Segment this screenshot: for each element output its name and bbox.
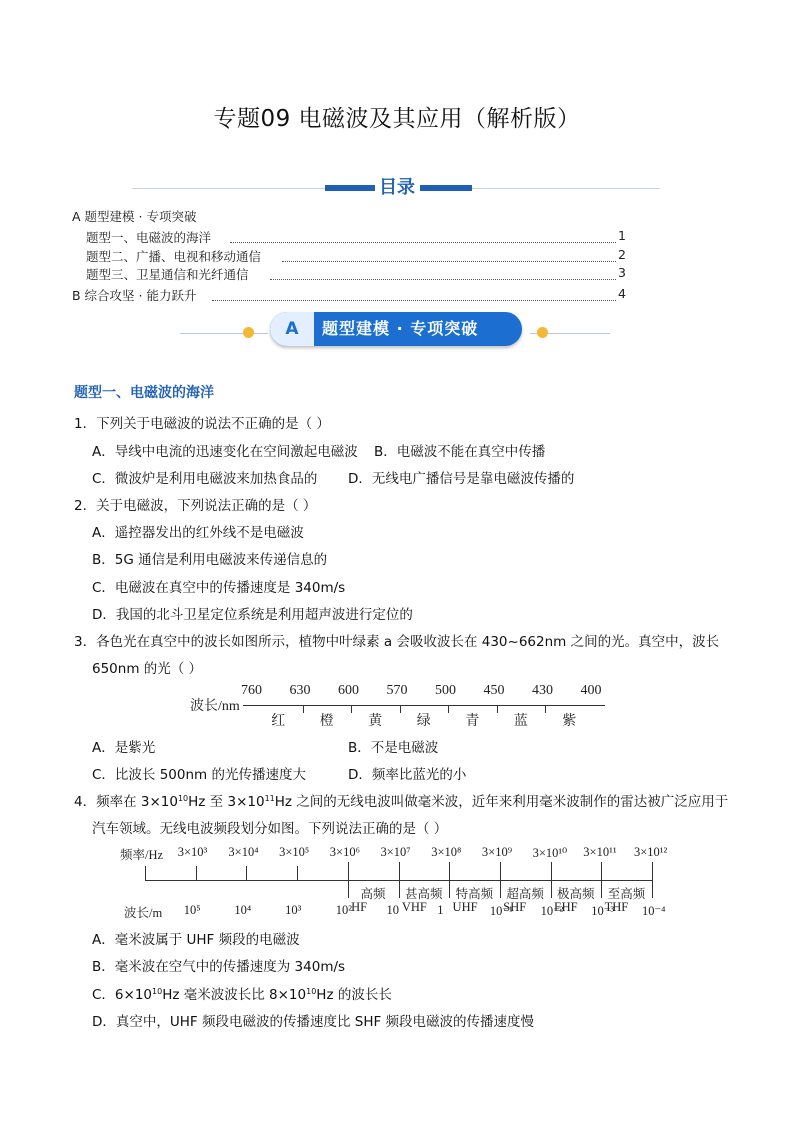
wavelength-value: 450 bbox=[483, 683, 505, 698]
frequency-value: 3×10⁶ bbox=[329, 845, 360, 859]
question-1-stem: 1．下列关于电磁波的说法不正确的是（ ） bbox=[74, 416, 330, 432]
toc-leader bbox=[230, 242, 616, 243]
band-name: 特高频 bbox=[455, 887, 494, 901]
banner-dot-left bbox=[243, 327, 254, 338]
question-2-option-a[interactable]: A．遥控器发出的红外线不是电磁波 bbox=[92, 525, 304, 541]
wavelength-value: 400 bbox=[580, 683, 602, 698]
wavelength-axis-label: 波长/nm bbox=[190, 699, 240, 714]
toc-heading: 目录 bbox=[379, 177, 415, 198]
band-name: 超高频 bbox=[506, 887, 544, 901]
wavelength-value: 600 bbox=[338, 683, 359, 698]
wavelength-value: 630 bbox=[289, 683, 311, 698]
wavelength-m-value: 10⁴ bbox=[234, 903, 252, 917]
toc-leader bbox=[270, 279, 616, 280]
band-code: THF bbox=[604, 900, 629, 914]
wavelength-tick bbox=[545, 705, 546, 713]
question-1-option-c[interactable]: C．微波炉是利用电磁波来加热食品的 bbox=[92, 471, 318, 487]
page-title: 专题09 电磁波及其应用（解析版） bbox=[213, 106, 581, 132]
color-name: 黄 bbox=[368, 714, 383, 729]
toc-item[interactable]: 题型一、电磁波的海洋 bbox=[86, 230, 212, 245]
question-3-stem: 3．各色光在真空中的波长如图所示，植物中叶绿素 a 会吸收波长在 430~662nm 之间的光。真空中，波长 bbox=[74, 634, 720, 650]
radio-tick bbox=[196, 866, 197, 880]
wavelength-value: 570 bbox=[386, 683, 408, 698]
wavelength-axis-line bbox=[243, 705, 605, 706]
toc-item[interactable]: B 综合攻坚 · 能力跃升 bbox=[72, 288, 197, 303]
question-2-option-b[interactable]: B．5G 通信是利用电磁波来传递信息的 bbox=[92, 552, 328, 568]
question-3-option-b[interactable]: B．不是电磁波 bbox=[348, 740, 439, 756]
wavelength-tick bbox=[351, 705, 352, 713]
color-name: 蓝 bbox=[513, 714, 528, 729]
frequency-value: 3×10⁸ bbox=[431, 845, 462, 859]
section-heading: 题型一、电磁波的海洋 bbox=[74, 385, 214, 401]
radio-tick bbox=[145, 866, 146, 880]
toc-page: 1 bbox=[618, 228, 626, 243]
wavelength-m-value: 10⁻² bbox=[540, 904, 564, 918]
wavelength-tick bbox=[497, 705, 498, 713]
frequency-value: 3×10⁷ bbox=[380, 845, 411, 859]
color-name: 青 bbox=[465, 714, 480, 729]
question-1-option-a[interactable]: A．导线中电流的迅速变化在空间激起电磁波 bbox=[92, 444, 358, 460]
frequency-value: 3×10¹² bbox=[634, 845, 668, 859]
wavelength-m-value: 10² bbox=[335, 903, 353, 917]
band-name: 极高频 bbox=[557, 887, 595, 901]
wavelength-tick bbox=[400, 705, 401, 713]
radio-tick bbox=[297, 866, 298, 880]
band-code: EHF bbox=[553, 900, 578, 914]
section-letter: A bbox=[270, 312, 314, 346]
wavelength-m-value: 10 bbox=[386, 903, 399, 917]
frequency-value: 3×10⁴ bbox=[228, 845, 259, 859]
wavelength-value: 430 bbox=[532, 683, 553, 698]
question-4-option-d[interactable]: D．真空中，UHF 频段电磁波的传播速度比 SHF 频段电磁波的传播速度慢 bbox=[92, 1014, 535, 1030]
frequency-value: 3×10¹¹ bbox=[583, 845, 617, 859]
question-2-option-c[interactable]: C．电磁波在真空中的传播速度是 340m/s bbox=[92, 580, 346, 596]
wavelength-value: 500 bbox=[435, 683, 456, 698]
wavelength-tick bbox=[303, 705, 304, 713]
toc-leader bbox=[282, 261, 616, 262]
wavelength-m-value: 1 bbox=[437, 903, 444, 917]
wavelength-m-value: 10⁵ bbox=[183, 903, 201, 917]
section-banner bbox=[270, 312, 522, 346]
color-name: 绿 bbox=[416, 714, 431, 729]
question-1-option-b[interactable]: B．电磁波不能在真空中传播 bbox=[374, 444, 546, 460]
radio-tick bbox=[246, 866, 247, 880]
band-code: HF bbox=[351, 900, 368, 914]
question-4-option-a[interactable]: A．毫米波属于 UHF 频段的电磁波 bbox=[92, 932, 300, 948]
band-code: UHF bbox=[452, 900, 478, 914]
toc-page: 4 bbox=[618, 286, 626, 301]
frequency-value: 3×10⁵ bbox=[279, 845, 310, 859]
band-code: VHF bbox=[401, 900, 427, 914]
frequency-axis-label: 频率/Hz bbox=[120, 848, 164, 862]
band-code: SHF bbox=[503, 900, 527, 914]
question-4-stem: 4．频率在 $3\times 10^{10}Hz$ 至 $3\times 10^{11}Hz$ 之间的无线电波叫做毫米波，近年来利用毫米波制作的雷达被广泛应用于 bbox=[74, 794, 729, 810]
question-3-option-d[interactable]: D．频率比蓝光的小 bbox=[348, 767, 467, 783]
question-4-option-c[interactable]: C．$6\times 10^{10}Hz$ 毫米波波长比 $8\times 10^{10}Hz$ 的波长长 bbox=[92, 987, 392, 1003]
banner-dot-right bbox=[537, 327, 548, 338]
toc-item[interactable]: 题型二、广播、电视和移动通信 bbox=[86, 249, 262, 264]
toc-leader bbox=[212, 300, 616, 301]
band-name: 甚高频 bbox=[404, 887, 443, 901]
frequency-value: 3×10¹⁰ bbox=[532, 846, 568, 860]
radio-tick bbox=[449, 862, 450, 898]
radio-tick bbox=[652, 862, 653, 898]
radio-tick bbox=[551, 862, 552, 898]
frequency-value: 3×10³ bbox=[177, 845, 208, 859]
toc-page: 3 bbox=[618, 265, 626, 280]
question-4-option-b[interactable]: B．毫米波在空气中的传播速度为 340m/s bbox=[92, 959, 346, 975]
toc-item[interactable]: A 题型建模 · 专项突破 bbox=[72, 209, 197, 224]
question-4-stem-cont: 汽车领域。无线电波频段划分如图。下列说法正确的是（ ） bbox=[92, 821, 448, 837]
radio-tick bbox=[601, 862, 602, 898]
section-banner-text: 题型建模 · 专项突破 bbox=[322, 319, 479, 338]
toc-page: 2 bbox=[618, 247, 626, 262]
radio-tick bbox=[399, 862, 400, 898]
color-name: 紫 bbox=[562, 714, 577, 729]
band-name: 高频 bbox=[360, 887, 386, 901]
question-3-option-c[interactable]: C．比波长 500nm 的光传播速度大 bbox=[92, 767, 306, 783]
wavelength-tick bbox=[448, 705, 449, 713]
question-2-option-d[interactable]: D．我国的北斗卫星定位系统是利用超声波进行定位的 bbox=[92, 607, 413, 623]
color-name: 橙 bbox=[319, 714, 334, 729]
color-name: 红 bbox=[271, 714, 286, 729]
question-3-option-a[interactable]: A．是紫光 bbox=[92, 740, 156, 756]
wavelength-m-axis-label: 波长/m bbox=[124, 906, 163, 920]
question-2-stem: 2．关于电磁波，下列说法正确的是（ ） bbox=[74, 498, 317, 514]
band-name: 至高频 bbox=[607, 887, 646, 901]
wavelength-value: 760 bbox=[241, 683, 262, 698]
wavelength-m-value: 10⁻⁴ bbox=[642, 904, 666, 918]
banner-line-left bbox=[180, 333, 268, 334]
toc-item[interactable]: 题型三、卫星通信和光纤通信 bbox=[86, 267, 249, 282]
frequency-value: 3×10⁹ bbox=[481, 845, 513, 859]
radio-tick bbox=[348, 862, 349, 898]
question-1-option-d[interactable]: D．无线电广播信号是靠电磁波传播的 bbox=[348, 471, 575, 487]
question-3-stem-cont: 650nm 的光（ ） bbox=[92, 661, 203, 677]
wavelength-m-value: 10⁻³ bbox=[591, 904, 615, 918]
wavelength-m-value: 10³ bbox=[285, 903, 302, 917]
radio-tick bbox=[500, 862, 501, 898]
wavelength-m-value: 10⁻¹ bbox=[489, 904, 513, 918]
